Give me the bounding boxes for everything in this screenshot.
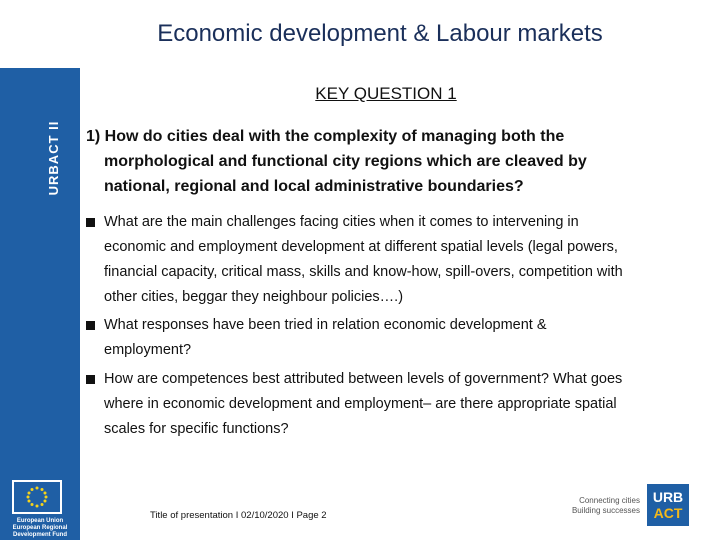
bullet-2-line-1: What responses have been tried in relation economic development & [104, 317, 547, 333]
bullet-1-line-2: economic and employment development at different spatial levels (legal powers, [104, 239, 618, 255]
slide-title: Economic development & Labour markets [157, 20, 603, 47]
slide-footer: Title of presentation I 02/10/2020 I Page 2 [150, 510, 327, 521]
eu-flag-icon [12, 480, 62, 514]
bullet-square-icon [86, 321, 95, 330]
bullet-1-line-1: What are the main challenges facing cities when it comes to intervening in [104, 214, 579, 230]
bullet-2-line-2: employment? [104, 342, 192, 358]
bullet-item-3 [86, 367, 691, 442]
urbact-logo-bottom: ACT [653, 505, 683, 521]
urbact-logo-top: URB [652, 489, 684, 505]
question-line-1: 1) How do cities deal with the complexity of managing both the [86, 128, 565, 145]
bullet-3-line-1: How are competences best attributed between levels of government? What goes [104, 371, 623, 387]
sidebar [0, 68, 80, 540]
question-line-3: national, regional and local administrative boundaries? [104, 178, 524, 195]
main-question [86, 124, 686, 199]
key-question-heading: KEY QUESTION 1 [315, 84, 457, 103]
eu-logo-line2: European Regional Development Fund [12, 525, 68, 538]
eu-logo-text [8, 518, 72, 539]
bullet-3-line-2: where in economic development and employment– are there appropriate spatial [104, 396, 617, 412]
connecting-cities-tagline [560, 496, 640, 516]
bullet-square-icon [86, 218, 95, 227]
bullet-1-line-4: other cities, beggar they neighbour policies….) [104, 289, 404, 305]
bullet-item-1 [86, 210, 691, 310]
urbact-logo [647, 484, 689, 526]
urbact-ii-label: URBACT II [46, 120, 61, 196]
bullet-1-line-3: financial capacity, critical mass, skills and know-how, spill-overs, competition with [104, 264, 623, 280]
bullet-square-icon [86, 375, 95, 384]
question-line-2: morphological and functional city regions which are cleaved by [104, 153, 587, 170]
tagline-line2: Building successes [571, 506, 640, 515]
bullet-item-2 [86, 313, 691, 363]
eu-logo-line1: European Union [16, 518, 64, 524]
tagline-line1: Connecting cities [579, 496, 640, 505]
bullet-3-line-3: scales for specific functions? [104, 421, 289, 437]
